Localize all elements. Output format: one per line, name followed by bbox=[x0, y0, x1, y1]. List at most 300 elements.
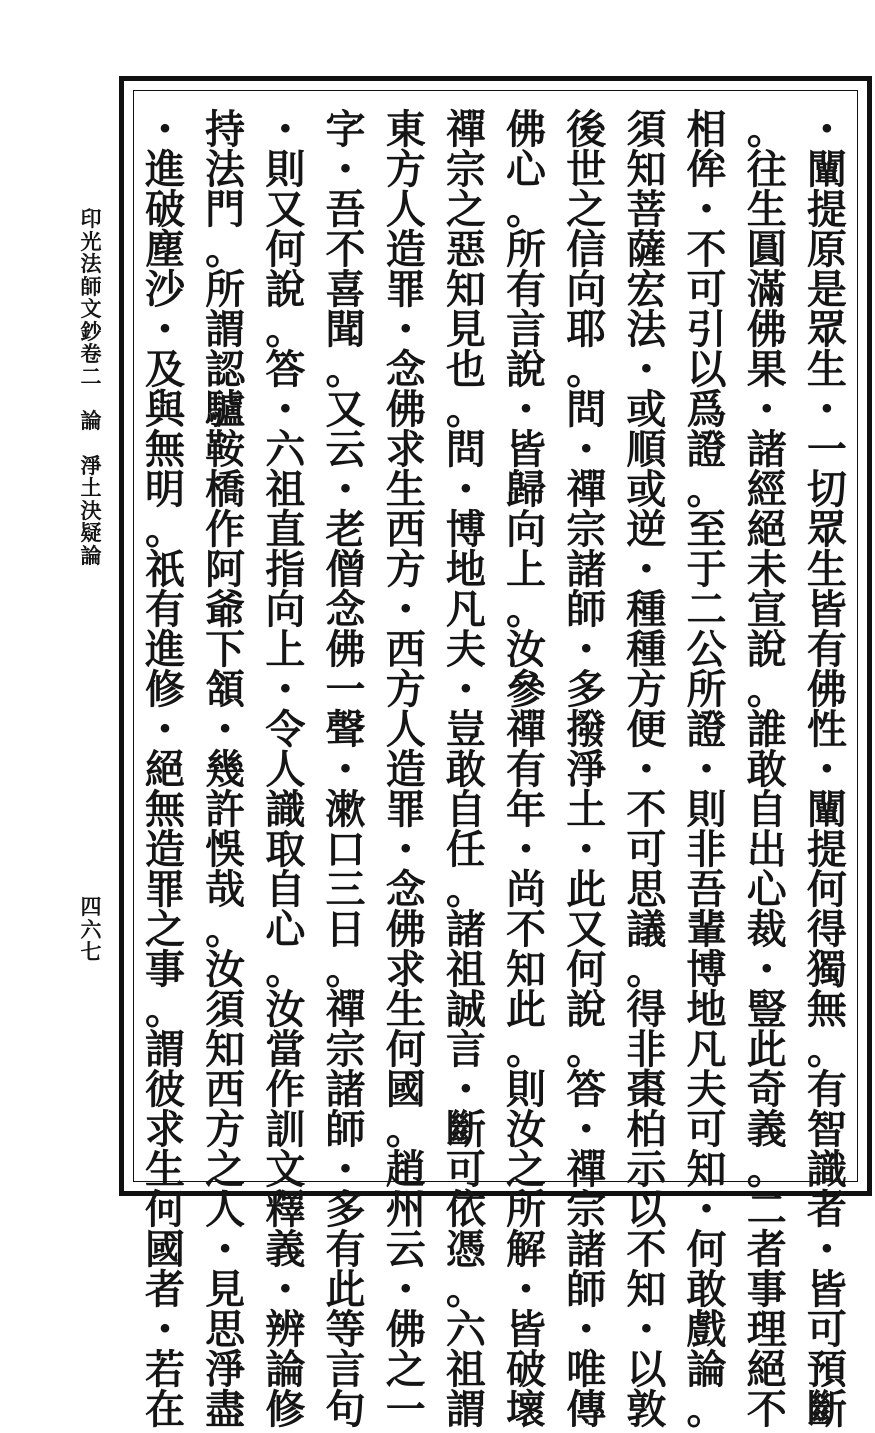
text-char: 之 bbox=[566, 186, 607, 233]
text-char: 作 bbox=[265, 1066, 306, 1113]
text-char: 佛 bbox=[325, 626, 366, 673]
text-char: 。 bbox=[506, 186, 547, 233]
text-char: 可 bbox=[626, 826, 667, 873]
text-char: ・ bbox=[566, 1106, 607, 1153]
text-char: 說 bbox=[746, 626, 787, 673]
text-char: 六 bbox=[265, 426, 306, 473]
text-char: 圓 bbox=[746, 226, 787, 273]
text-char: 。 bbox=[686, 1386, 727, 1433]
text-char: 汝 bbox=[506, 626, 547, 673]
text-char: 心 bbox=[746, 866, 787, 913]
margin-char: 師 bbox=[80, 273, 102, 299]
text-char: 二 bbox=[686, 586, 727, 633]
text-char: 驢 bbox=[205, 386, 246, 433]
text-char: 尚 bbox=[506, 866, 547, 913]
margin-section bbox=[78, 410, 104, 433]
text-char: 義 bbox=[746, 1106, 787, 1153]
text-char: 所 bbox=[506, 1186, 547, 1233]
text-char: 塵 bbox=[145, 226, 185, 273]
text-char: 禪 bbox=[506, 706, 547, 753]
text-char: 得 bbox=[626, 986, 667, 1033]
text-char: 師 bbox=[566, 1266, 607, 1313]
text-char: 絕 bbox=[746, 506, 787, 553]
text-char: 知 bbox=[626, 1266, 667, 1313]
text-char: 唯 bbox=[566, 1346, 607, 1393]
text-char: 往 bbox=[746, 146, 787, 193]
text-char: 吾 bbox=[686, 866, 727, 913]
margin-char: 文 bbox=[80, 296, 102, 321]
text-char: 出 bbox=[746, 826, 787, 873]
text-char: 佛 bbox=[385, 386, 426, 433]
text-char: 須 bbox=[205, 986, 246, 1033]
text-char: ・ bbox=[566, 1306, 607, 1353]
text-char: 見 bbox=[205, 1266, 246, 1313]
text-char: 師 bbox=[566, 586, 607, 633]
text-char: 預 bbox=[806, 1346, 847, 1393]
text-char: ・ bbox=[145, 1306, 185, 1353]
text-char: 須 bbox=[626, 106, 667, 153]
text-char: 祖 bbox=[445, 946, 486, 993]
text-char: 。 bbox=[445, 1266, 486, 1313]
text-char: 又 bbox=[566, 906, 607, 953]
text-char: 進 bbox=[145, 626, 185, 673]
text-char: 謂 bbox=[445, 1386, 486, 1433]
margin-char: 論 bbox=[80, 542, 102, 568]
text-char: 誰 bbox=[746, 706, 787, 753]
text-char: 向 bbox=[566, 266, 607, 313]
text-char: 知 bbox=[506, 946, 547, 993]
text-char: 解 bbox=[506, 1226, 547, 1273]
text-char: 幾 bbox=[205, 746, 246, 793]
text-char: 。 bbox=[205, 906, 246, 953]
text-char: 耶 bbox=[566, 306, 607, 353]
text-char: 非 bbox=[626, 1026, 667, 1073]
text-char: 或 bbox=[626, 386, 667, 433]
text-char: 生 bbox=[385, 986, 426, 1033]
text-char: 佛 bbox=[506, 106, 547, 153]
text-char: ・ bbox=[506, 826, 547, 873]
text-char: 二 bbox=[746, 1186, 787, 1233]
text-char: 果 bbox=[746, 346, 787, 393]
text-char: 三 bbox=[325, 866, 366, 913]
text-char: ・ bbox=[506, 1266, 547, 1313]
text-char: 絕 bbox=[145, 746, 185, 793]
margin-char: 疑 bbox=[80, 520, 102, 545]
text-char: 多 bbox=[325, 1186, 366, 1233]
text-char: 一 bbox=[385, 1386, 426, 1433]
text-char: 或 bbox=[626, 466, 667, 513]
text-char: 佛 bbox=[746, 306, 787, 353]
text-char: 作 bbox=[205, 506, 246, 553]
text-char: 指 bbox=[265, 546, 306, 593]
text-char: 老 bbox=[325, 506, 366, 553]
text-char: 爲 bbox=[686, 386, 727, 433]
text-char: 文 bbox=[265, 1146, 306, 1193]
text-char: 宗 bbox=[566, 506, 607, 553]
text-char: ・ bbox=[806, 106, 847, 153]
text-char: 論 bbox=[265, 1346, 306, 1393]
text-char: 地 bbox=[686, 986, 727, 1033]
text-char: 戲 bbox=[686, 1306, 727, 1353]
text-char: 可 bbox=[445, 1146, 486, 1193]
text-column bbox=[804, 106, 850, 1433]
text-char: ・ bbox=[385, 826, 426, 873]
text-char: 生 bbox=[806, 346, 847, 393]
text-char: 相 bbox=[686, 106, 727, 153]
text-char: 有 bbox=[145, 586, 185, 633]
text-char: 求 bbox=[145, 1106, 185, 1153]
margin-char: 鈔 bbox=[80, 318, 102, 344]
text-char: 理 bbox=[746, 1306, 787, 1353]
text-char: 眾 bbox=[806, 306, 847, 353]
text-char: 有 bbox=[325, 1226, 366, 1273]
text-char: 斷 bbox=[445, 1106, 486, 1153]
text-char: 口 bbox=[325, 826, 366, 873]
text-char: 公 bbox=[686, 626, 727, 673]
text-char: 諸 bbox=[445, 906, 486, 953]
text-char: 敦 bbox=[626, 1386, 667, 1433]
text-char: 性 bbox=[806, 706, 847, 753]
text-char: 。 bbox=[686, 466, 727, 513]
text-char: 言 bbox=[445, 1026, 486, 1073]
text-char: 。 bbox=[445, 386, 486, 433]
text-char: 何 bbox=[566, 946, 607, 993]
text-char: 土 bbox=[566, 786, 607, 833]
text-char: 則 bbox=[506, 1066, 547, 1113]
text-char: 義 bbox=[265, 1226, 306, 1273]
text-char: 菩 bbox=[626, 186, 667, 233]
text-char: 釋 bbox=[265, 1186, 306, 1233]
text-char: 世 bbox=[566, 146, 607, 193]
text-char: 言 bbox=[506, 306, 547, 353]
text-char: 造 bbox=[385, 746, 426, 793]
text-char: 哉 bbox=[205, 866, 246, 913]
text-column bbox=[383, 106, 429, 1433]
text-char: 。 bbox=[746, 1146, 787, 1193]
text-char: 說 bbox=[506, 346, 547, 393]
text-char: 一 bbox=[325, 666, 366, 713]
text-char: 此 bbox=[566, 866, 607, 913]
text-char: 句 bbox=[325, 1386, 366, 1433]
text-char: 敢 bbox=[445, 746, 486, 793]
text-char: ・ bbox=[205, 1226, 246, 1273]
text-char: 禪 bbox=[445, 106, 486, 153]
text-char: 州 bbox=[385, 1186, 426, 1233]
text-char: 修 bbox=[145, 666, 185, 713]
text-char: 傳 bbox=[566, 1386, 607, 1433]
text-char: 僧 bbox=[325, 546, 366, 593]
text-char: 年 bbox=[506, 786, 547, 833]
text-char: 吾 bbox=[325, 186, 366, 233]
text-char: 此 bbox=[325, 1266, 366, 1313]
text-char: 參 bbox=[506, 666, 547, 713]
text-char: 門 bbox=[205, 186, 246, 233]
text-char: 答 bbox=[265, 346, 306, 393]
text-char: 切 bbox=[806, 466, 847, 513]
text-char: 可 bbox=[686, 1106, 727, 1153]
text-column bbox=[563, 106, 609, 1433]
text-char: 趙 bbox=[385, 1146, 426, 1193]
margin-char: 淨 bbox=[80, 452, 102, 478]
text-char: 明 bbox=[145, 466, 185, 513]
text-char: 敢 bbox=[686, 1266, 727, 1313]
text-char: 人 bbox=[205, 1186, 246, 1233]
text-char: 宗 bbox=[566, 1186, 607, 1233]
text-char: 者 bbox=[806, 1186, 847, 1233]
text-char: 諸 bbox=[325, 1066, 366, 1113]
text-char: 法 bbox=[205, 146, 246, 193]
text-char: 問 bbox=[566, 386, 607, 433]
text-char: 。 bbox=[806, 1026, 847, 1073]
text-char: 鞍 bbox=[205, 426, 246, 473]
text-char: ・ bbox=[806, 746, 847, 793]
text-char: 。 bbox=[265, 306, 306, 353]
text-char: 未 bbox=[746, 546, 787, 593]
text-char: 宣 bbox=[746, 586, 787, 633]
text-char: ・ bbox=[325, 746, 366, 793]
text-char: ・ bbox=[626, 346, 667, 393]
text-char: 滿 bbox=[746, 266, 787, 313]
text-char: 禪 bbox=[566, 466, 607, 513]
text-char: 之 bbox=[445, 186, 486, 233]
text-char: 任 bbox=[445, 826, 486, 873]
text-char: 向 bbox=[265, 586, 306, 633]
text-char: 夫 bbox=[686, 1066, 727, 1113]
text-column bbox=[443, 106, 489, 1433]
text-char: 罪 bbox=[385, 266, 426, 313]
text-char: 惡 bbox=[445, 226, 486, 273]
text-char: 。 bbox=[265, 946, 306, 993]
text-char: 。 bbox=[325, 946, 366, 993]
text-char: 逆 bbox=[626, 506, 667, 553]
text-char: ・ bbox=[445, 466, 486, 513]
text-char: 生 bbox=[385, 466, 426, 513]
text-char: 求 bbox=[385, 426, 426, 473]
text-column bbox=[142, 106, 188, 1433]
text-char: 造 bbox=[385, 226, 426, 273]
text-char: ・ bbox=[445, 1066, 486, 1113]
margin-char: 七 bbox=[80, 939, 102, 964]
text-char: 云 bbox=[325, 426, 366, 473]
text-char: 論 bbox=[686, 1346, 727, 1393]
text-char: 多 bbox=[566, 666, 607, 713]
margin-char: 決 bbox=[80, 497, 102, 523]
text-char: 聲 bbox=[325, 706, 366, 753]
margin-char: 論 bbox=[80, 408, 102, 433]
text-char: 向 bbox=[506, 506, 547, 553]
text-char: 獨 bbox=[806, 946, 847, 993]
text-char: 得 bbox=[806, 906, 847, 953]
text-char: ・ bbox=[806, 386, 847, 433]
text-char: 。 bbox=[566, 1026, 607, 1073]
text-char: 是 bbox=[806, 266, 847, 313]
text-char: 汝 bbox=[506, 1106, 547, 1153]
text-char: 祖 bbox=[445, 1346, 486, 1393]
text-char: 罪 bbox=[385, 786, 426, 833]
text-char: 諸 bbox=[746, 426, 787, 473]
text-char: ・ bbox=[265, 106, 306, 153]
text-char: 順 bbox=[626, 426, 667, 473]
text-char: 說 bbox=[566, 986, 607, 1033]
text-char: 所 bbox=[205, 266, 246, 313]
text-char: 何 bbox=[145, 1186, 185, 1233]
text-char: 西 bbox=[385, 506, 426, 553]
text-char: 。 bbox=[145, 986, 185, 1033]
text-char: 生 bbox=[746, 186, 787, 233]
text-char: 知 bbox=[205, 1026, 246, 1073]
text-char: 當 bbox=[265, 1026, 306, 1073]
text-char: 。 bbox=[506, 1026, 547, 1073]
text-char: 直 bbox=[265, 506, 306, 553]
text-char: 求 bbox=[385, 946, 426, 993]
text-char: 種 bbox=[626, 626, 667, 673]
text-char: 在 bbox=[145, 1386, 185, 1433]
text-char: 不 bbox=[746, 1386, 787, 1433]
text-char: 何 bbox=[265, 226, 306, 273]
text-char: 心 bbox=[506, 146, 547, 193]
text-char: ・ bbox=[145, 706, 185, 753]
text-column bbox=[323, 106, 369, 1433]
text-char: 淨 bbox=[566, 746, 607, 793]
text-char: 不 bbox=[626, 786, 667, 833]
text-char: 六 bbox=[445, 1306, 486, 1353]
text-char: 不 bbox=[686, 226, 727, 273]
text-char: ・ bbox=[145, 306, 185, 353]
text-char: 于 bbox=[686, 546, 727, 593]
margin-chapter bbox=[78, 452, 104, 568]
text-char: 破 bbox=[145, 186, 185, 233]
text-column bbox=[744, 106, 790, 1433]
text-char: 之 bbox=[145, 906, 185, 953]
text-char: 汝 bbox=[205, 946, 246, 993]
text-char: 。 bbox=[626, 946, 667, 993]
text-char: 心 bbox=[265, 906, 306, 953]
text-char: 辨 bbox=[265, 1306, 306, 1353]
text-char: 侔 bbox=[686, 146, 727, 193]
text-char: 方 bbox=[385, 546, 426, 593]
text-char: 若 bbox=[145, 1346, 185, 1393]
margin-char: 光 bbox=[80, 228, 102, 254]
text-char: 眾 bbox=[806, 506, 847, 553]
text-char: 經 bbox=[746, 466, 787, 513]
text-char: 謂 bbox=[205, 306, 246, 353]
text-column bbox=[684, 106, 730, 1433]
text-char: 以 bbox=[626, 1186, 667, 1233]
text-char: 宏 bbox=[626, 266, 667, 313]
text-char: 佛 bbox=[385, 1306, 426, 1353]
text-char: 自 bbox=[265, 866, 306, 913]
text-char: 凡 bbox=[445, 586, 486, 633]
text-char: 薩 bbox=[626, 226, 667, 273]
text-char: 事 bbox=[746, 1266, 787, 1313]
margin-book-title bbox=[78, 208, 104, 388]
text-char: 及 bbox=[145, 346, 185, 393]
text-char: ・ bbox=[205, 706, 246, 753]
text-char: ・ bbox=[385, 1266, 426, 1313]
text-char: 此 bbox=[746, 1026, 787, 1073]
text-column bbox=[623, 106, 669, 1433]
text-char: 字 bbox=[325, 106, 366, 153]
text-char: 凡 bbox=[686, 1026, 727, 1073]
text-char: 東 bbox=[385, 106, 426, 153]
text-char: 依 bbox=[445, 1186, 486, 1233]
text-char: 罪 bbox=[145, 866, 185, 913]
text-char: 。 bbox=[746, 666, 787, 713]
text-char: 等 bbox=[325, 1306, 366, 1353]
margin-header bbox=[78, 208, 104, 567]
text-char: 識 bbox=[806, 1146, 847, 1193]
text-char: 認 bbox=[205, 346, 246, 393]
text-char: 知 bbox=[445, 266, 486, 313]
text-char: ・ bbox=[746, 946, 787, 993]
text-char: 證 bbox=[686, 706, 727, 753]
text-char: 。 bbox=[145, 506, 185, 553]
text-char: 爺 bbox=[205, 586, 246, 633]
text-char: 禪 bbox=[566, 1146, 607, 1193]
text-char: 祖 bbox=[265, 466, 306, 513]
text-char: 言 bbox=[325, 1346, 366, 1393]
text-char: ・ bbox=[566, 626, 607, 673]
page-number bbox=[78, 896, 104, 964]
text-char: 國 bbox=[145, 1226, 185, 1273]
text-char: 答 bbox=[566, 1066, 607, 1113]
text-char: 西 bbox=[385, 626, 426, 673]
text-char: 生 bbox=[145, 1146, 185, 1193]
text-char: 生 bbox=[806, 546, 847, 593]
text-char: 。 bbox=[385, 1106, 426, 1153]
text-char: 智 bbox=[806, 1106, 847, 1153]
text-char: 盡 bbox=[205, 1386, 246, 1433]
text-char: 方 bbox=[626, 666, 667, 713]
text-body bbox=[138, 106, 854, 1433]
text-char: 豈 bbox=[445, 706, 486, 753]
text-char: ・ bbox=[385, 306, 426, 353]
text-char: 沙 bbox=[145, 266, 185, 313]
text-char: 許 bbox=[205, 786, 246, 833]
text-char: 無 bbox=[145, 426, 185, 473]
text-char: 淨 bbox=[205, 1346, 246, 1393]
text-char: 提 bbox=[806, 826, 847, 873]
text-char: ・ bbox=[325, 146, 366, 193]
text-char: 所 bbox=[506, 226, 547, 273]
text-char: 也 bbox=[445, 346, 486, 393]
margin-char: 土 bbox=[80, 475, 102, 500]
text-char: 自 bbox=[746, 786, 787, 833]
margin-char: 六 bbox=[80, 916, 102, 942]
text-char: 憑 bbox=[445, 1226, 486, 1273]
text-char: 無 bbox=[145, 786, 185, 833]
text-char: 禪 bbox=[325, 986, 366, 1033]
text-char: 。 bbox=[746, 106, 787, 153]
text-char: ・ bbox=[626, 746, 667, 793]
text-char: 敢 bbox=[746, 746, 787, 793]
text-char: 說 bbox=[265, 266, 306, 313]
margin-char: 二 bbox=[80, 363, 102, 389]
text-char: 不 bbox=[626, 1226, 667, 1273]
text-char: 頷 bbox=[205, 666, 246, 713]
text-char: 提 bbox=[806, 186, 847, 233]
margin-char: 印 bbox=[80, 206, 102, 231]
text-char: 博 bbox=[686, 946, 727, 993]
text-char: 事 bbox=[145, 946, 185, 993]
text-char: 聞 bbox=[325, 306, 366, 353]
text-char: 。 bbox=[325, 346, 366, 393]
text-char: 以 bbox=[626, 1346, 667, 1393]
text-char: ・ bbox=[686, 186, 727, 233]
text-char: 。 bbox=[205, 226, 246, 273]
text-column bbox=[262, 106, 308, 1433]
text-char: 之 bbox=[385, 1346, 426, 1393]
